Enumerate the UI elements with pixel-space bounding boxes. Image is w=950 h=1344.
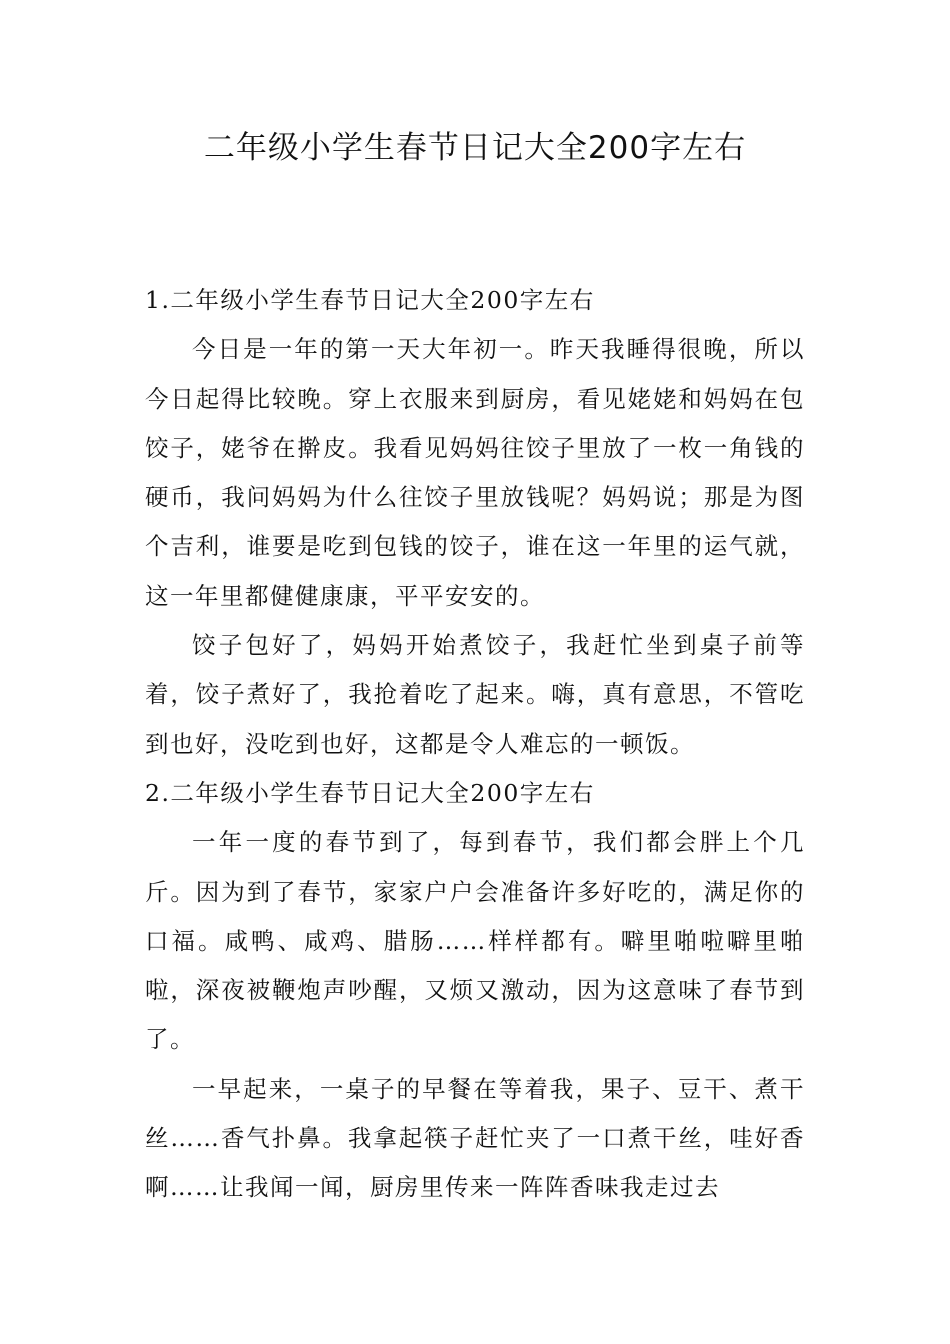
section-1-paragraph-1: 今日是一年的第一天大年初一。昨天我睡得很晚，所以今日起得比较晚。穿上衣服来到厨房，看见姥姥和妈妈在包饺子，姥爷在擀皮。我看见妈妈往饺子里放了一枚一角钱的硬币，我问妈妈为什么往饺子里放钱呢？妈妈说；那是为图个吉利，谁要是吃到包钱的饺子，谁在这一年里的运气就，这一年里都健健康康，平平安安的。 [145,335,805,610]
section-heading-1: 1.二年级小学生春节日记大全200字左右 [145,286,595,314]
document-title: 二年级小学生春节日记大全200字左右 [203,130,747,166]
section-2-paragraph-2: 一早起来，一桌子的早餐在等着我，果子、豆干、煮干丝……香气扑鼻。我拿起筷子赶忙夹了一口煮干丝，哇好香啊……让我闻一闻，厨房里传来一阵阵香味我走过去 [145,1074,805,1202]
section-2-paragraph-1: 一年一度的春节到了，每到春节，我们都会胖上个几斤。因为到了春节，家家户户会准备许多好吃的，满足你的口福。咸鸭、咸鸡、腊肠……样样都有。噼里啪啦噼里啪啦，深夜被鞭炮声吵醒，又烦又激动，因为这意味了春节到了。 [145,828,805,1054]
section-heading-2: 2.二年级小学生春节日记大全200字左右 [145,778,595,807]
document-body [145,276,805,1213]
section-1-paragraph-2: 饺子包好了，妈妈开始煮饺子，我赶忙坐到桌子前等着，饺子煮好了，我抢着吃了起来。嗨，真有意思，不管吃到也好，没吃到也好，这都是令人难忘的一顿饭。 [145,631,805,758]
